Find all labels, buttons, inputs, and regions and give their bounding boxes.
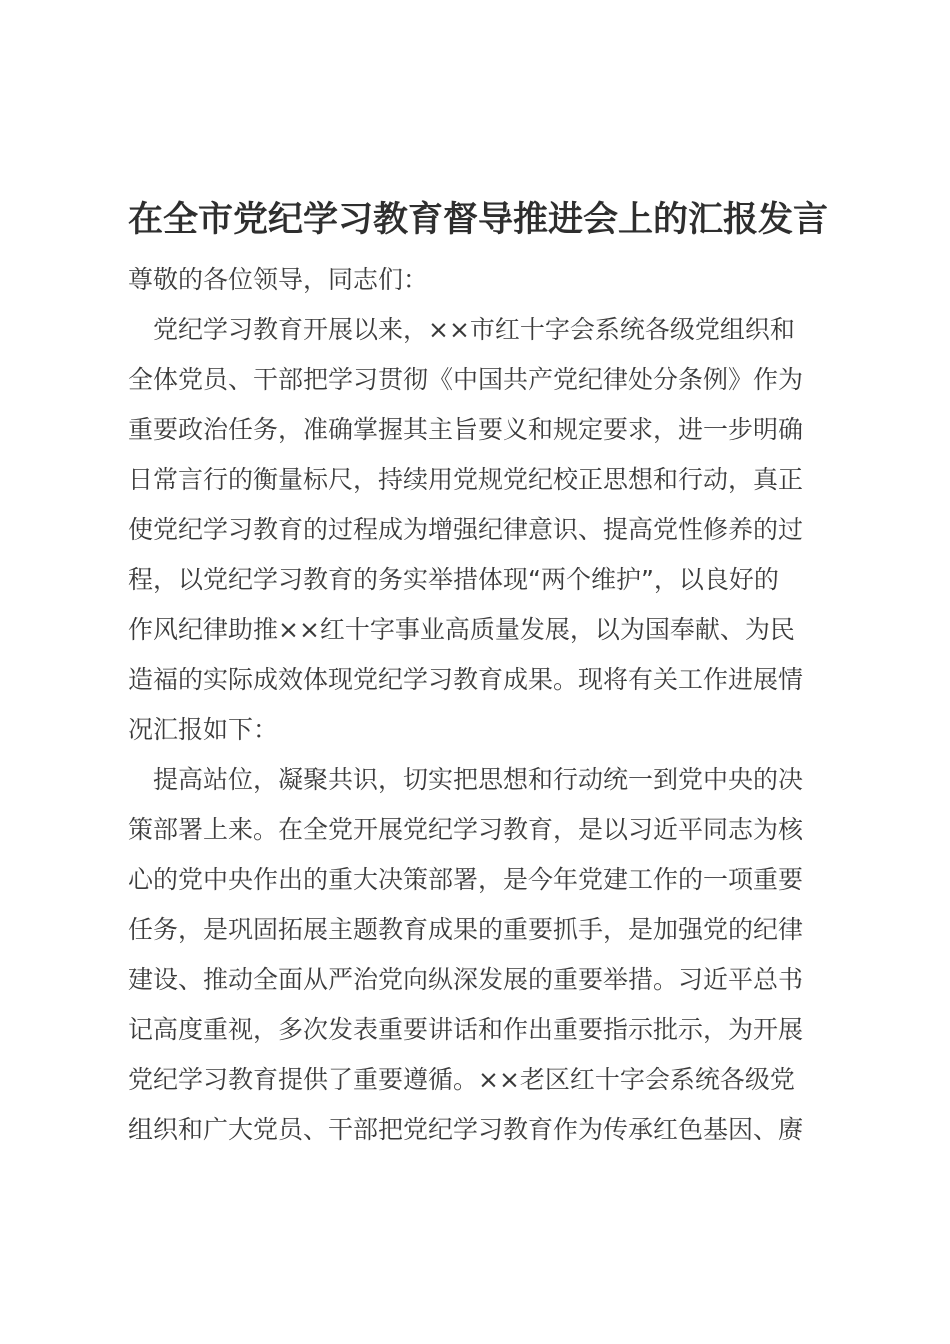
body-line: 作风纪律助推××红十字事业高质量发展，以为国奉献、为民 <box>128 615 795 644</box>
body-line: 重要政治任务，准确掌握其主旨要义和规定要求，进一步明确 <box>128 415 804 444</box>
body-line: 日常言行的衡量标尺，持续用党规党纪校正思想和行动，真正 <box>128 465 804 494</box>
body-line: 建设、推动全面从严治党向纵深发展的重要举措。习近平总书 <box>128 965 804 994</box>
body-line: 况汇报如下： <box>128 715 279 744</box>
body-line: 提高站位，凝聚共识，切实把思想和行动统一到党中央的决 <box>128 765 804 794</box>
salutation-line: 尊敬的各位领导，同志们： <box>128 265 429 294</box>
body-line: 党纪学习教育开展以来，××市红十字会系统各级党组织和 <box>128 315 795 344</box>
body-line: 心的党中央作出的重大决策部署，是今年党建工作的一项重要 <box>128 865 804 894</box>
body-line: 全体党员、干部把学习贯彻《中国共产党纪律处分条例》作为 <box>128 365 804 394</box>
body-line: 任务，是巩固拓展主题教育成果的重要抓手，是加强党的纪律 <box>128 915 804 944</box>
body-line: 策部署上来。在全党开展党纪学习教育，是以习近平同志为核 <box>128 815 804 844</box>
body-line: 组织和广大党员、干部把党纪学习教育作为传承红色基因、赓 <box>128 1115 804 1144</box>
body-line: 程，以党纪学习教育的务实举措体现“两个维护”，以良好的 <box>128 565 779 594</box>
body-line: 党纪学习教育提供了重要遵循。××老区红十字会系统各级党 <box>128 1065 795 1094</box>
body-line: 造福的实际成效体现党纪学习教育成果。现将有关工作进展情 <box>128 665 804 694</box>
body-line: 使党纪学习教育的过程成为增强纪律意识、提高党性修养的过 <box>128 515 804 544</box>
document-title: 在全市党纪学习教育督导推进会上的汇报发言 <box>128 200 829 240</box>
body-line: 记高度重视，多次发表重要讲话和作出重要指示批示，为开展 <box>128 1015 804 1044</box>
